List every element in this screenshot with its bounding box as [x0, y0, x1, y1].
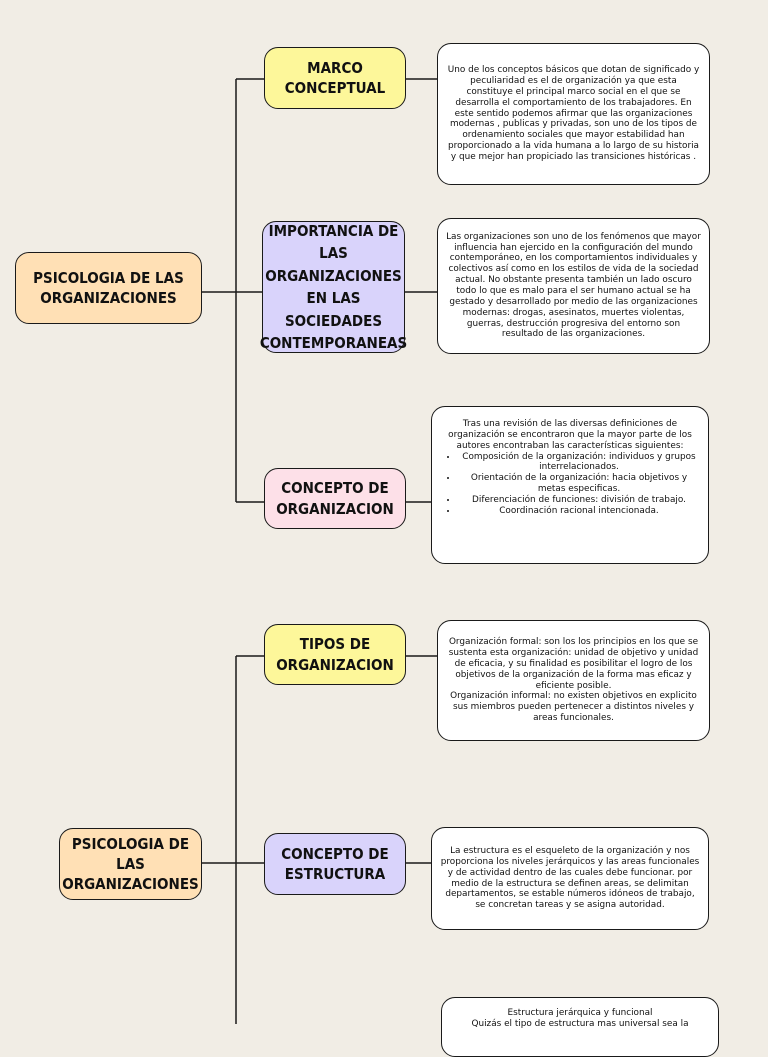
root-node-psicologia	[15, 252, 202, 324]
concepto-list	[440, 452, 700, 517]
node-estructura-label: CONCEPTO DE ESTRUCTURA	[281, 844, 389, 883]
note-importancia-text: Las organizaciones son uno de los fenómenos que mayor influencia han ejercido en la configuración del mundo contemporáneo, en los comportamientos individuales y colectivos así como en los estilos de vida de la sociedad actual. No obstante presenta también un lado oscuro todo lo que es malo para el ser humano actual se ha gestado y desarrollado por medio de las organizaciones modernas: drogas, asesinatos, muertes violentas, guerras, destrucción progresiva del entorno son resultado de las organizaciones.	[446, 231, 701, 340]
node-importancia	[259, 221, 408, 353]
note-tipos-formal: Organización formal: son los los principios en los que se sustenta esta organización: unidad de objetivo y unidad de eficacia, y su finalidad es posibilitar el logro de los objetivos de la organización de la forma mas eficaz y eficiente posible.	[448, 637, 699, 691]
note-concepto-intro: Tras una revisión de las diversas definiciones de organización se encontraron que la mayor parte de los autores encontraban las características siguientes:	[448, 419, 692, 451]
note-concepto-organizacion	[431, 406, 709, 564]
note-estructura-jerarquica	[441, 997, 719, 1057]
list-item: • Composición de la organización: individuos y grupos interrelacionados.	[458, 452, 700, 474]
note-tipos-informal: Organización informal: no existen objetivos en explicito sus miembros pueden pertenecer a distintos niveles y areas funcionales.	[450, 691, 697, 724]
node-importancia-label: IMPORTANCIA DE LAS ORGANIZACIONES EN LAS SOCIEDADES CONTEMPORANEAS	[259, 221, 408, 352]
node-concepto-label: CONCEPTO DE ORGANIZACION	[276, 479, 394, 518]
note-estructura-text: La estructura es el esqueleto de la organización y nos proporciona los niveles jerárquicos y las areas funcionales y de actividad dentro de las cuales debe funcionar. por medio de la estructura se definen areas, se delimitan departamentos, se estable números idóneos de trabajo, se concretan tareas y se asigna autoridad.	[440, 845, 700, 911]
node-marco-conceptual	[264, 47, 406, 109]
note-tipos-organizacion	[437, 620, 710, 741]
root-node-2-label: PSICOLOGIA DE LAS ORGANIZACIONES	[62, 834, 199, 894]
note-marco-conceptual	[437, 43, 710, 185]
root-node-psicologia-2	[59, 828, 202, 900]
list-item: • Diferenciación de funciones: división de trabajo.	[458, 495, 700, 506]
node-tipos-organizacion	[264, 624, 406, 685]
note-importancia	[437, 218, 710, 354]
root-node-label: PSICOLOGIA DE LAS ORGANIZACIONES	[33, 268, 184, 307]
node-concepto-organizacion	[264, 468, 406, 529]
node-concepto-estructura	[264, 833, 406, 895]
node-tipos-label: TIPOS DE ORGANIZACION	[276, 635, 394, 674]
list-item: • Orientación de la organización: hacia objetivos y metas especificas.	[458, 473, 700, 495]
note-jerarquica-title: Estructura jerárquica y funcional	[507, 1008, 653, 1018]
node-marco-label: MARCO CONCEPTUAL	[284, 58, 386, 97]
note-concepto-estructura	[431, 827, 709, 930]
list-item: • Coordinación racional intencionada.	[458, 506, 700, 517]
note-jerarquica-text: Quizás el tipo de estructura mas universal sea la	[471, 1018, 689, 1029]
note-marco-text: Uno de los conceptos básicos que dotan de significado y peculiaridad es el de organización ya que esta constituye el principal marco social en el que se desarrolla el comportamiento de los trabajadores. En este sentido podemos afirmar que las organizaciones modernas , publicas y privadas, son uno de los tipos de ordenamiento sociales que mayor estabilidad han proporcionado a la vida humana a lo largo de su historia y que mejor han propiciado las transiciones históricas .	[447, 65, 700, 162]
